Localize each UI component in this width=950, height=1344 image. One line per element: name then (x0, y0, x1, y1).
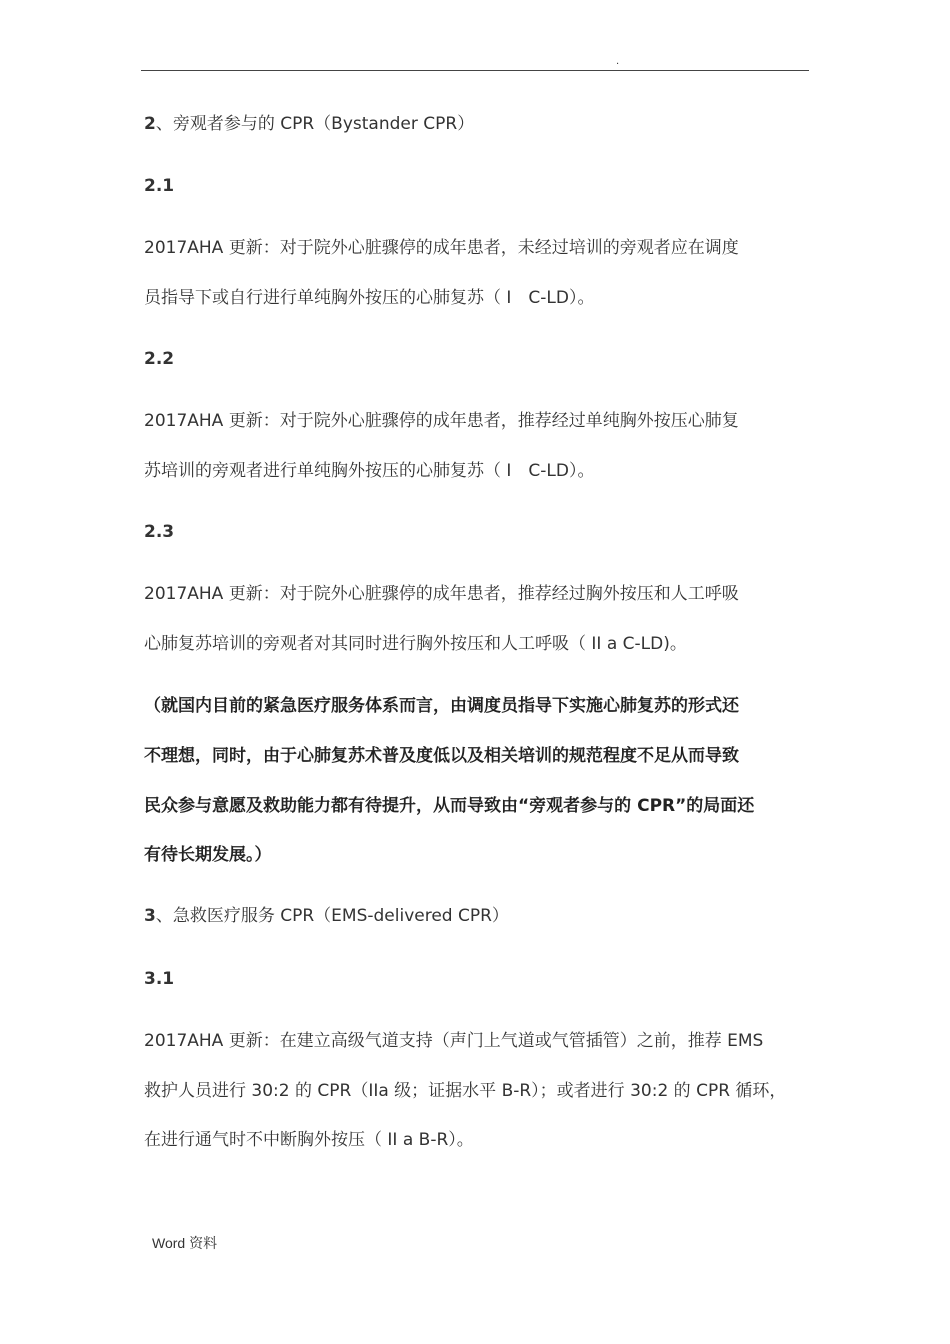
section-3-heading (144, 904, 509, 928)
section-2-number: 2 (144, 114, 156, 134)
subsection-3-1-line-2: 救护人员进行 30:2 的 CPR（IIa 级；证据水平 B-R）；或者进行 30:2 的 CPR 循环， (144, 1081, 787, 1101)
subsection-2-2-label: 2.2 (144, 349, 175, 369)
subsection-2-2-line-1: 2017AHA 更新：对于院外心脏骤停的成年患者，推荐经过单纯胸外按压心肺复 (144, 411, 739, 431)
subsection-2-3-line-2: 心肺复苏培训的旁观者对其同时进行胸外按压和人工呼吸（ II a C-LD)。 (144, 634, 687, 654)
note-line-4: 有待长期发展。） (144, 845, 272, 865)
subsection-2-1-line-1: 2017AHA 更新：对于院外心脏骤停的成年患者，未经过培训的旁观者应在调度 (144, 238, 739, 258)
section-3-number: 3 (144, 906, 156, 926)
note-line-1: （就国内目前的紧急医疗服务体系而言，由调度员指导下实施心肺复苏的形式还 (144, 696, 739, 716)
section-2-heading (144, 112, 474, 136)
subsection-2-2-line-2: 苏培训的旁观者进行单纯胸外按压的心肺复苏（ I C-LD）。 (144, 461, 595, 481)
note-line-3: 民众参与意愿及救助能力都有待提升，从而导致由“旁观者参与的 CPR”的局面还 (144, 796, 755, 816)
footer-label: Word 资料 (152, 1235, 218, 1251)
subsection-2-3-label: 2.3 (144, 522, 175, 542)
section-3-title: 、急救医疗服务 CPR（EMS-delivered CPR） (155, 906, 509, 926)
section-2-title: 、旁观者参与的 CPR（Bystander CPR） (155, 114, 475, 134)
subsection-3-1-line-1: 2017AHA 更新：在建立高级气道支持（声门上气道或气管插管）之前，推荐 EMS (144, 1031, 764, 1051)
header-rule (141, 70, 809, 71)
subsection-2-1-line-2: 员指导下或自行进行单纯胸外按压的心肺复苏（ I C-LD）。 (144, 288, 595, 308)
subsection-3-1-label: 3.1 (144, 969, 175, 989)
header-dot: . (616, 56, 620, 67)
subsection-2-3-line-1: 2017AHA 更新：对于院外心脏骤停的成年患者，推荐经过胸外按压和人工呼吸 (144, 584, 739, 604)
subsection-3-1-line-3: 在进行通气时不中断胸外按压（ II a B-R）。 (144, 1130, 474, 1150)
note-line-2: 不理想，同时，由于心肺复苏术普及度低以及相关培训的规范程度不足从而导致 (144, 746, 739, 766)
subsection-2-1-label: 2.1 (144, 176, 175, 196)
